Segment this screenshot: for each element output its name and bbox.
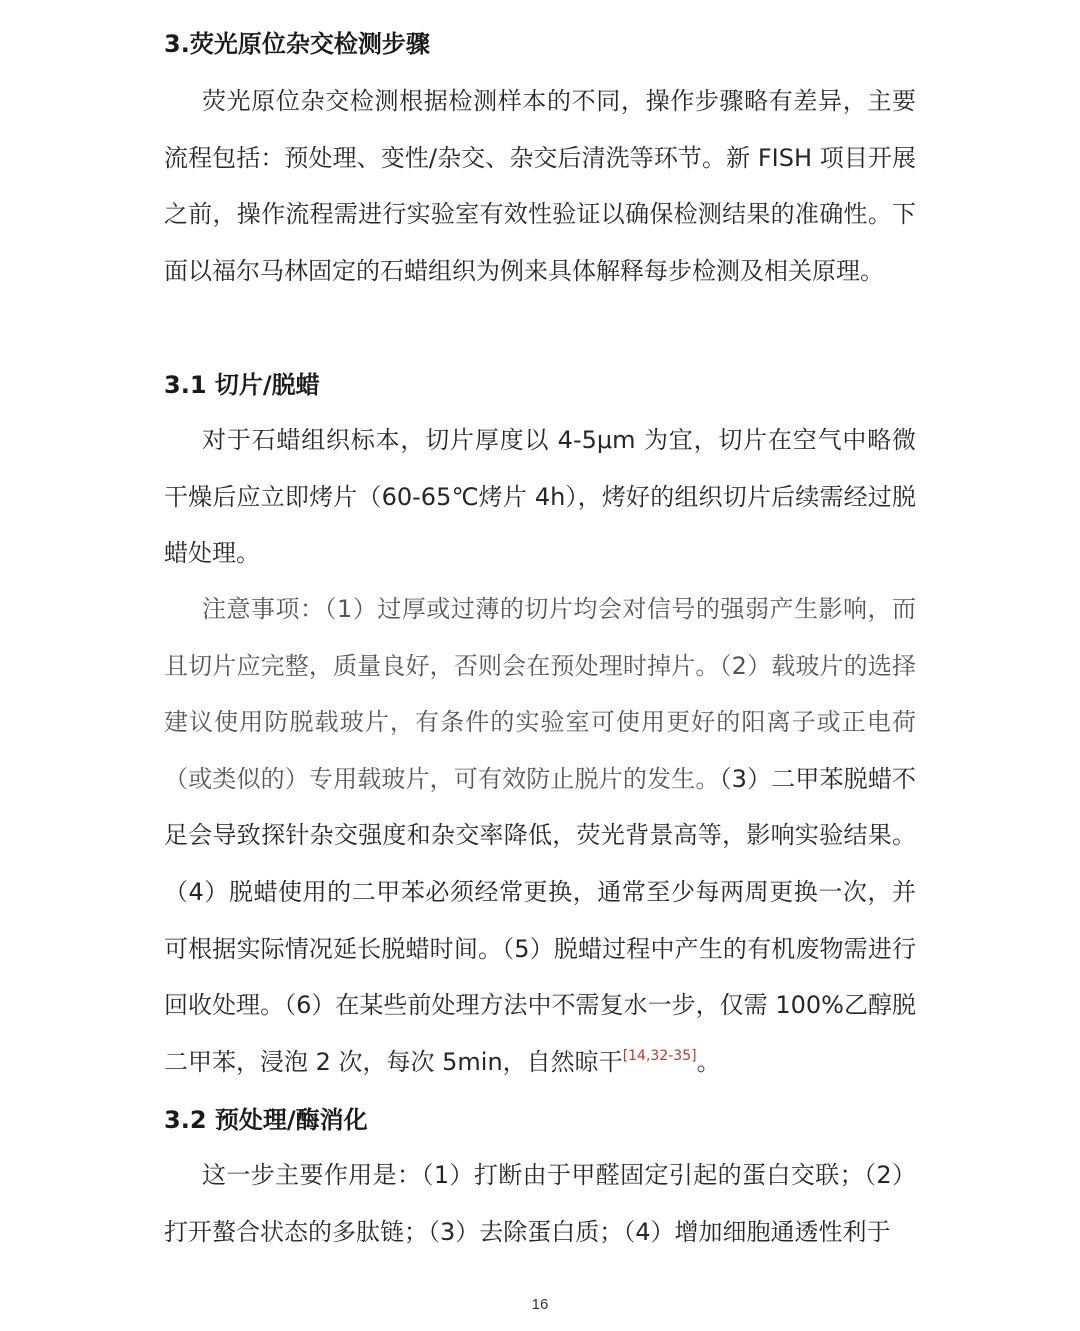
section-3-heading: 3.荧光原位杂交检测步骤 <box>164 30 430 58</box>
section-3-2-heading: 3.2 预处理/酶消化 <box>164 1106 368 1134</box>
section-3-1-heading: 3.1 切片/脱蜡 <box>164 371 320 399</box>
citation-ref[interactable]: [14,32-35] <box>622 1047 697 1064</box>
section-3-paragraph: 荧光原位杂交检测根据检测样本的不同，操作步骤略有差异，主要流程包括：预处理、变性/杂交、杂交后清洗等环节。新 FISH 项目开展之前，操作流程需进行实验室有效性验证以确保检测结果的准确性。下面以福尔马林固定的石蜡组织为例来具体解释每步检测及相关原理。 <box>164 87 916 285</box>
notes-part-1: 注意事项：（1）过厚或过薄的切片均会对信号的强弱产生影响，而且切片应完整，质量良好，否则会在预处理时掉片。（2）载玻片的选择建议使用防脱载玻片，有条件的实验室可使用更好的阳离子或正电荷（或类似的）专用载玻片，可有效防止脱片的发生。 <box>164 595 916 793</box>
section-3-2-paragraph: 这一步主要作用是：（1）打断由于甲醛固定引起的蛋白交联；（2）打开螯合状态的多肽链；（3）去除蛋白质；（4）增加细胞通透性利于 <box>164 1161 916 1246</box>
section-3-1-paragraph: 对于石蜡组织标本，切片厚度以 4-5μm 为宜，切片在空气中略微干燥后应立即烤片（60-65℃烤片 4h），烤好的组织切片后续需经过脱蜡处理。 <box>164 426 916 568</box>
page-number: 16 <box>531 1296 549 1313</box>
notes-part-2: （3）二甲苯脱蜡不足会导致探针杂交强度和杂交率降低，荧光背景高等，影响实验结果。（4）脱蜡使用的二甲苯必须经常更换，通常至少每两周更换一次，并可根据实际情况延长脱蜡时间。（5）脱蜡过程中产生的有机废物需进行回收处理。（6）在某些前处理方法中不需复水一步，仅需 100%乙醇脱二甲苯，浸泡 2 次，每次 5min，自然晾干 <box>164 764 916 1076</box>
notes-end: 。 <box>696 1047 721 1076</box>
section-3-1-notes <box>164 581 916 1090</box>
